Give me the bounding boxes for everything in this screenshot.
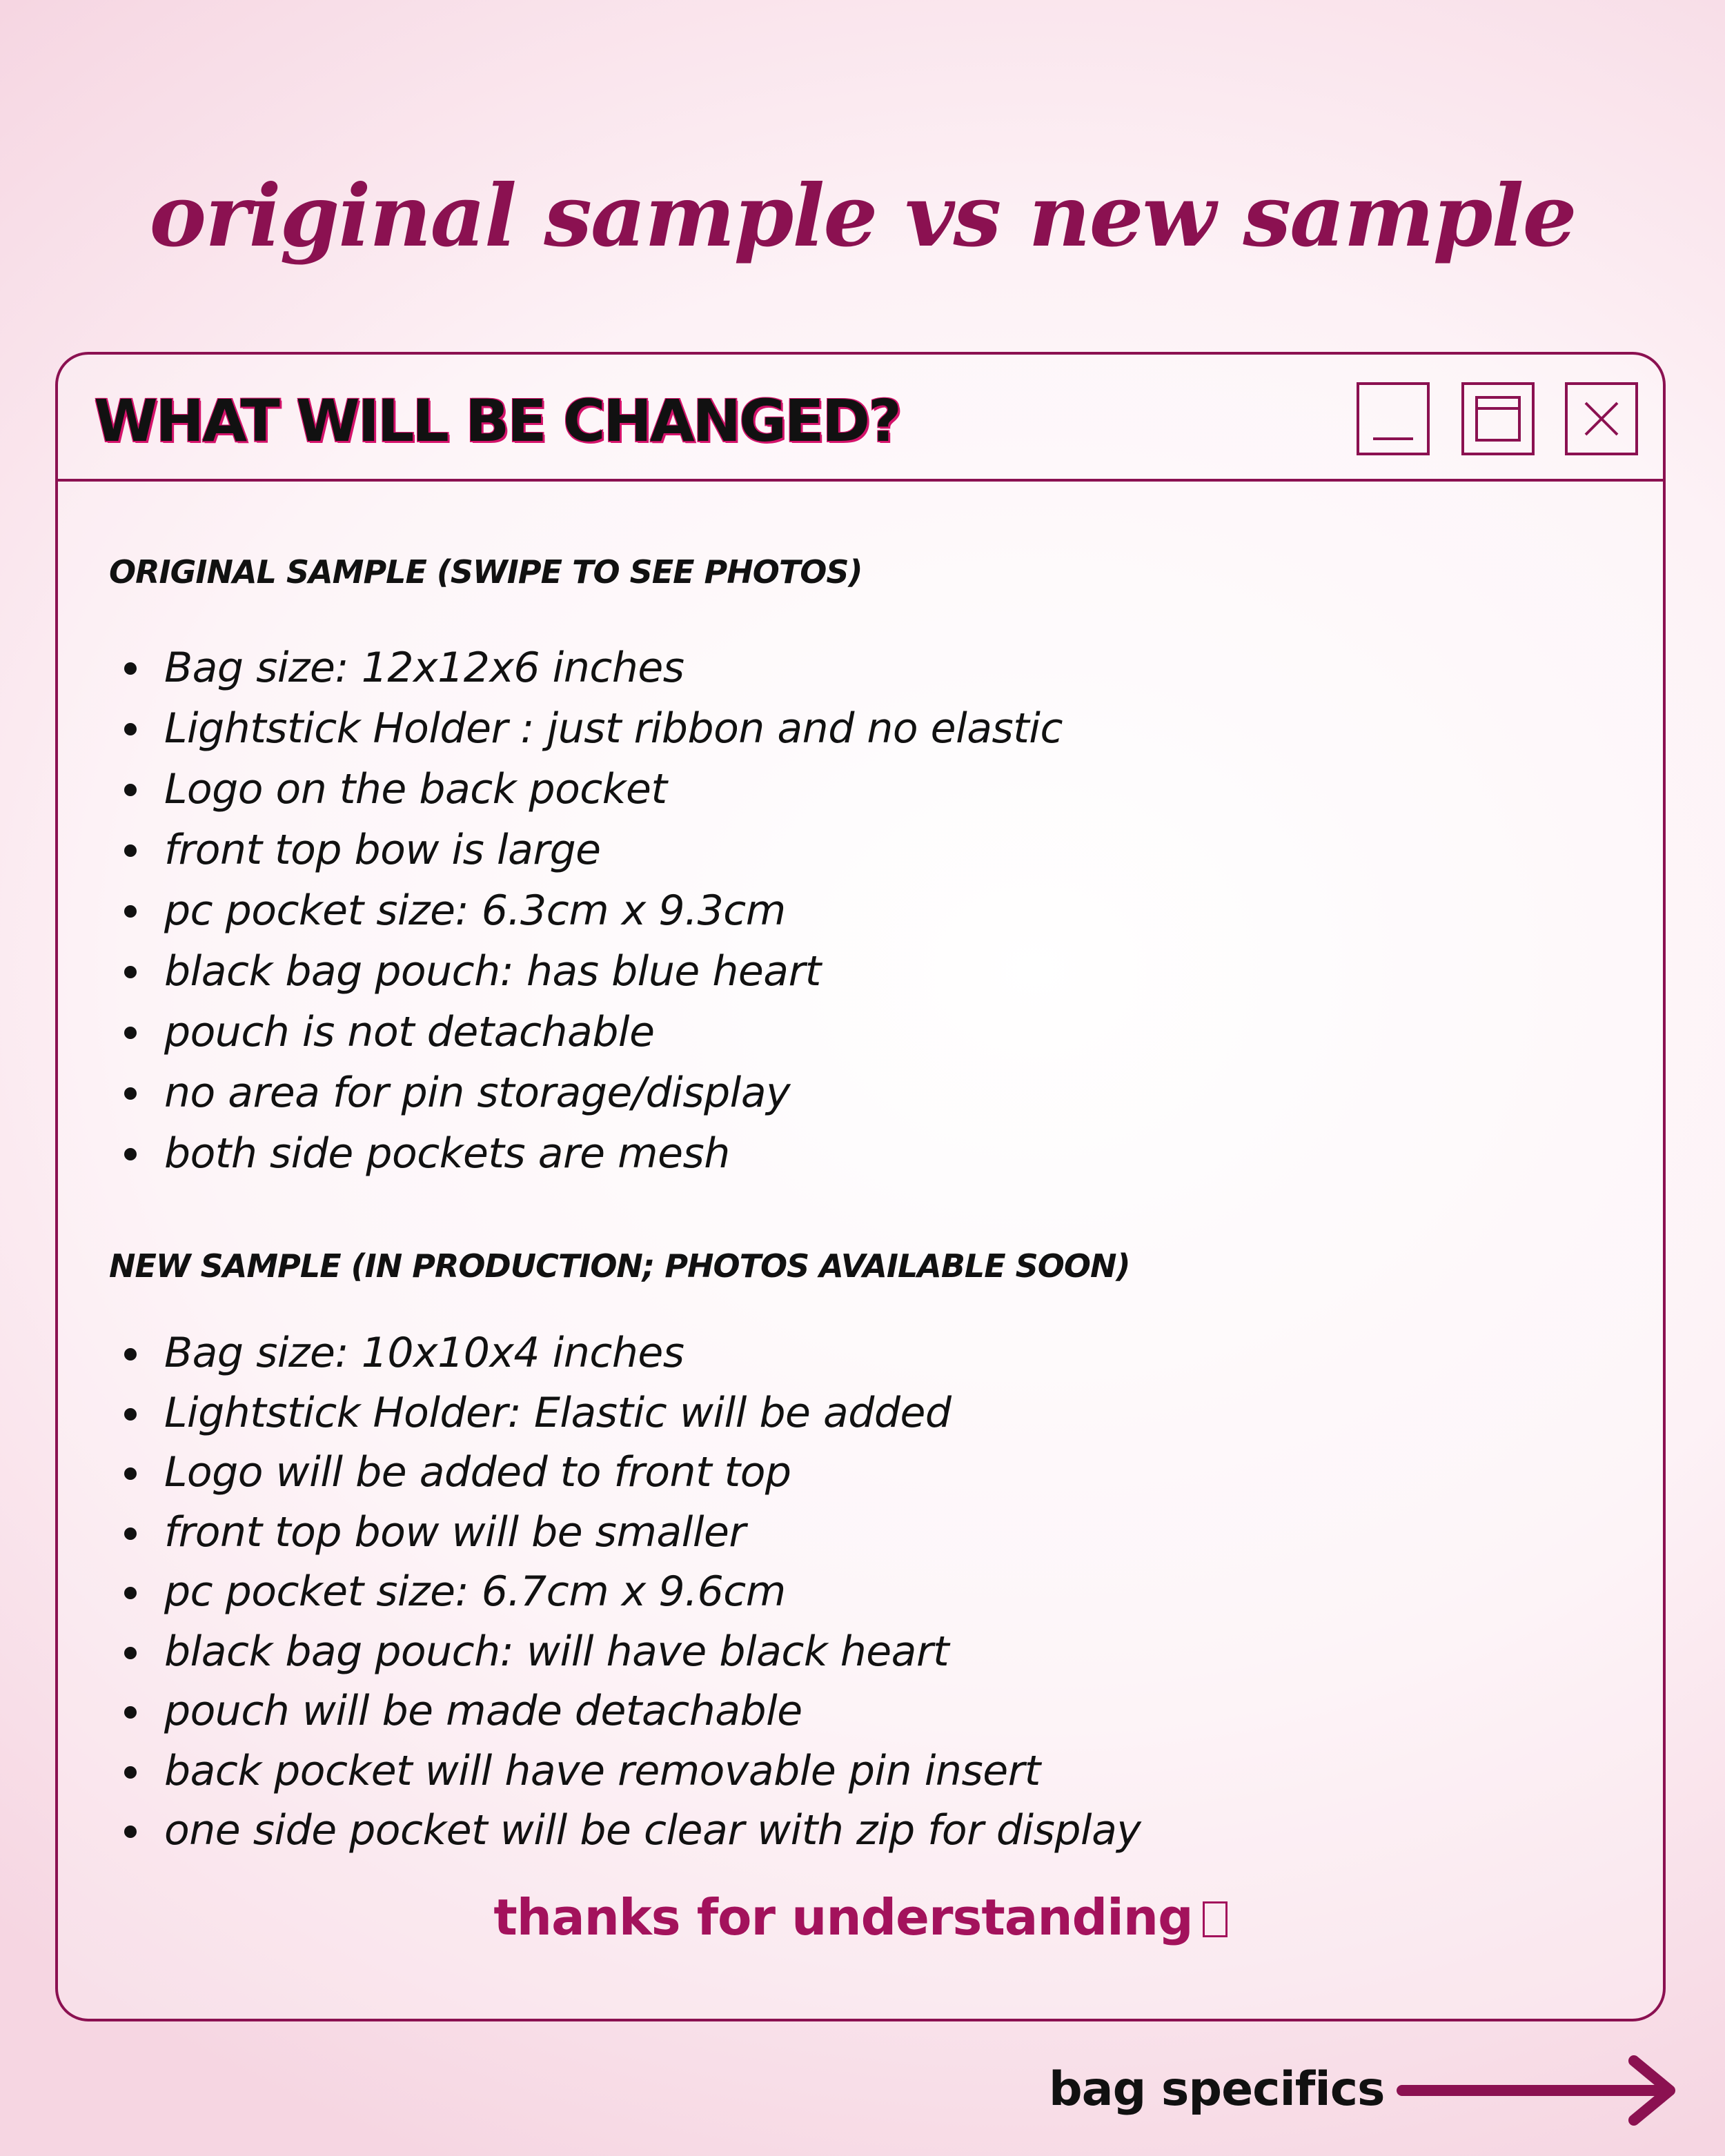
maximize-button[interactable] bbox=[1461, 382, 1535, 455]
list-item: Logo will be added to front top bbox=[124, 1443, 1141, 1503]
minimize-icon bbox=[1359, 385, 1427, 453]
list-item: front top bow is large bbox=[124, 820, 1063, 880]
new-sample-heading: NEW SAMPLE (IN PRODUCTION; PHOTOS AVAILABLE SOON) bbox=[109, 1247, 1130, 1285]
new-sample-list bbox=[124, 1323, 1141, 1861]
missing-glyph-icon bbox=[1203, 1901, 1228, 1937]
thanks-text: thanks for understanding bbox=[493, 1888, 1193, 1946]
changes-window bbox=[55, 352, 1666, 2021]
minimize-button[interactable] bbox=[1357, 382, 1430, 455]
close-icon bbox=[1568, 385, 1635, 453]
close-button[interactable] bbox=[1565, 382, 1638, 455]
original-sample-heading: ORIGINAL SAMPLE (SWIPE TO SEE PHOTOS) bbox=[109, 553, 862, 591]
list-item: black bag pouch: will have black heart bbox=[124, 1622, 1141, 1682]
list-item: back pocket will have removable pin insert bbox=[124, 1741, 1141, 1801]
list-item: pc pocket size: 6.7cm x 9.6cm bbox=[124, 1562, 1141, 1622]
list-item: Bag size: 12x12x6 inches bbox=[124, 637, 1063, 698]
list-item: one side pocket will be clear with zip for display bbox=[124, 1801, 1141, 1861]
maximize-icon bbox=[1464, 385, 1532, 453]
bag-specifics-link[interactable]: bag specifics bbox=[1049, 2062, 1385, 2117]
list-item: pouch will be made detachable bbox=[124, 1681, 1141, 1741]
arrow-right-icon[interactable] bbox=[1394, 2053, 1684, 2128]
list-item: Lightstick Holder: Elastic will be added bbox=[124, 1383, 1141, 1443]
original-sample-list bbox=[124, 637, 1063, 1184]
list-item: no area for pin storage/display bbox=[124, 1062, 1063, 1123]
list-item: Lightstick Holder : just ribbon and no elastic bbox=[124, 698, 1063, 759]
list-item: Logo on the back pocket bbox=[124, 759, 1063, 820]
list-item: pouch is not detachable bbox=[124, 1002, 1063, 1062]
list-item: pc pocket size: 6.3cm x 9.3cm bbox=[124, 880, 1063, 941]
list-item: both side pockets are mesh bbox=[124, 1123, 1063, 1184]
list-item: black bag pouch: has blue heart bbox=[124, 941, 1063, 1002]
window-titlebar bbox=[58, 355, 1663, 482]
page-headline: original sample vs new sample bbox=[149, 166, 1576, 266]
list-item: Bag size: 10x10x4 inches bbox=[124, 1323, 1141, 1383]
window-title: WHAT WILL BE CHANGED? bbox=[94, 387, 900, 455]
list-item: front top bow will be smaller bbox=[124, 1503, 1141, 1563]
thanks-message bbox=[58, 1888, 1663, 1947]
